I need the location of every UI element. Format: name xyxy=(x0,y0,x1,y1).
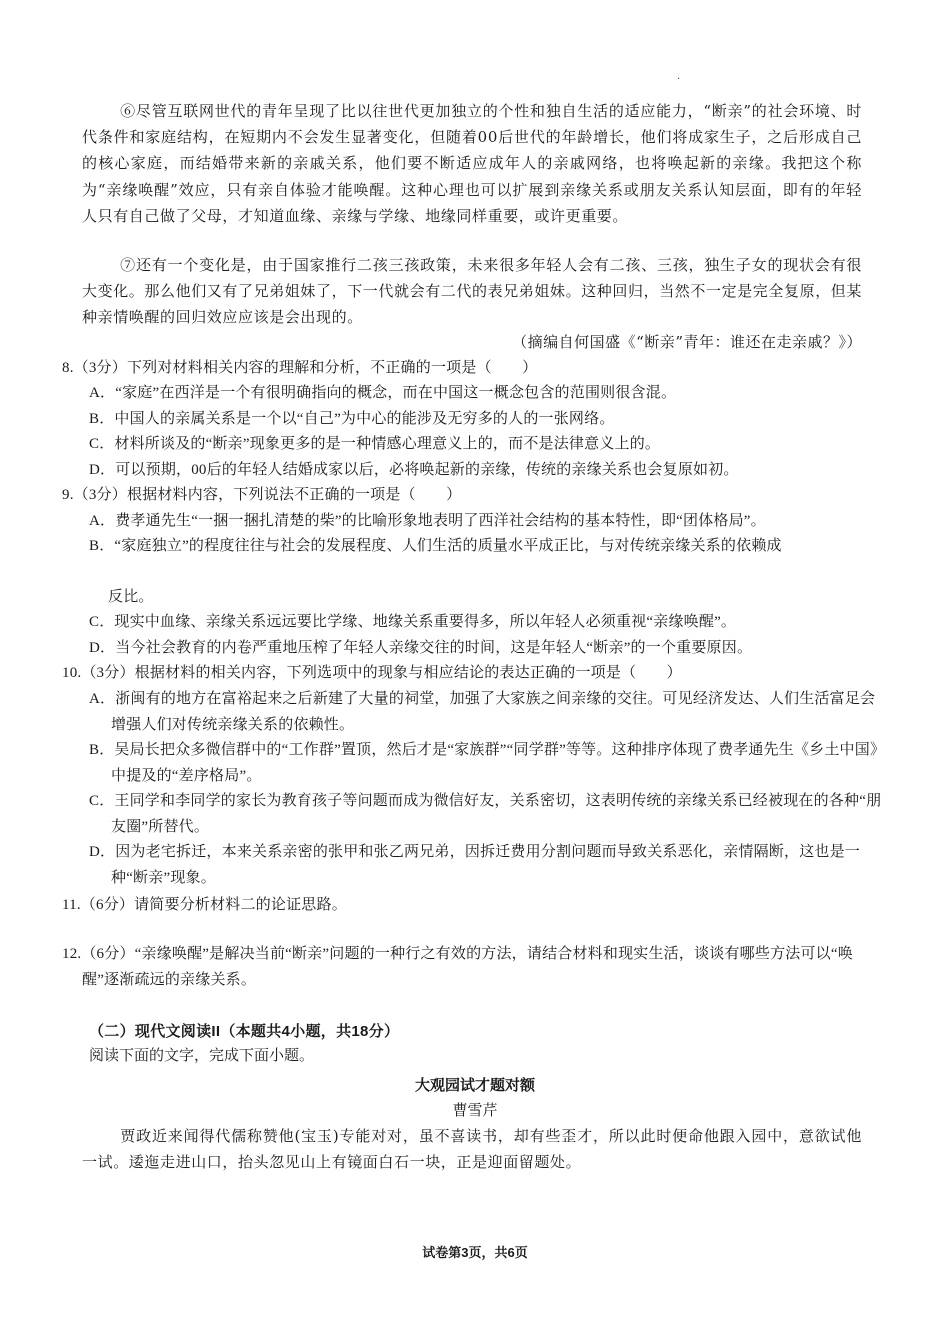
reading-paragraph-1-text: 贾政近来闻得代儒称赞他(宝玉)专能对对，虽不喜读书，却有些歪才，所以此时便命他跟入园中，意欲试他一试。逶迤走进山口，抬头忽见山上有镜面白石一块，正是迎面留题处。 xyxy=(82,1127,862,1172)
question-9-option-d: D．当今社会教育的内卷严重地压榨了年轻人亲缘交往的时间，这是年轻人“断亲”的一个重要原因。 xyxy=(89,640,753,656)
reading-author: 曹雪芹 xyxy=(452,1101,498,1119)
question-10-option-c: C．王同学和李同学的家长为教育孩子等问题而成为微信好友，关系密切，这表明传统的亲缘关系已经被现在的各种“朋友圈”所替代。 xyxy=(89,793,882,835)
question-12-stem: 12.（6分）“亲缘唤醒”是解决当前“断亲”问题的一种行之有效的方法，请结合材料和现实生活，谈谈有哪些方法可以“唤醒”逐渐疏远的亲缘关系。 xyxy=(62,946,853,988)
passage-paragraph-7-text: ⑦还有一个变化是，由于国家推行二孩三孩政策，未来很多年轻人会有二孩、三孩，独生子女的现状会有很大变化。那么他们又有了兄弟姐妹了，下一代就会有二代的表兄弟姐妹。这种回归，当然不一定是完全复原，但某种亲情唤醒的回归效应应该是会出现的。 xyxy=(82,256,863,327)
question-8-option-d: D．可以预期，00后的年轻人结婚成家以后，必将唤起新的亲缘，传统的亲缘关系也会复原如初。 xyxy=(89,462,739,478)
question-9-option-b: B．“家庭独立”的程度往往与社会的发展程度、人们生活的质量水平成正比，与对传统亲缘关系的依赖成 xyxy=(89,538,782,554)
passage-paragraph-6-text: ⑥尽管互联网世代的青年呈现了比以往世代更加独立的个性和独自生活的适应能力，“断亲”的社会环境、时代条件和家庭结构，在短期内不会发生显著变化，但随着00后世代的年龄增长，他们将成家生子，之后形成自己的核心家庭，而结婚带来新的亲戚关系，他们要不断适应成年人的亲戚网络，也将唤起新的亲缘。我把这个称为“亲缘唤醒”效应，只有亲自体验才能唤醒。这种心理也可以扩展到亲缘关系或朋友关系认知层面，即有的年轻人只有自己做了父母，才知道血缘、亲缘与学缘、地缘同样重要，或许更重要。 xyxy=(82,102,862,225)
question-11-stem: 11.（6分）请简要分析材料二的论证思路。 xyxy=(62,897,347,913)
question-9-option-b-cont: 反比。 xyxy=(108,589,154,605)
question-10-option-b: B．吴局长把众多微信群中的“工作群”置顶，然后才是“家族群”“同学群”等等。这种排序体现了费孝通先生《乡土中国》中提及的“差序格局”。 xyxy=(89,742,878,784)
question-9-option-a: A．费孝通先生“一捆一捆扎清楚的柴”的比喻形象地表明了西洋社会结构的基本特性，即“团体格局”。 xyxy=(89,513,766,529)
reading-title: 大观园试才题对额 xyxy=(414,1077,535,1094)
question-9-stem: 9.（3分）根据材料内容，下列说法不正确的一项是（ ） xyxy=(62,487,462,503)
scan-dot: · xyxy=(677,74,681,85)
question-9-option-c: C．现实中血缘、亲缘关系远远要比学缘、地缘关系重要得多，所以年轻人必须重视“亲缘唤醒”。 xyxy=(89,614,737,630)
question-8-stem: 8.（3分）下列对材料相关内容的理解和分析，不正确的一项是（ ） xyxy=(62,360,538,376)
question-10-option-d: D．因为老宅拆迁，本来关系亲密的张甲和张乙两兄弟，因拆迁费用分割问题而导致关系恶化，亲情隔断，这也是一种“断亲”现象。 xyxy=(89,844,861,886)
question-8-option-a: A．“家庭”在西洋是一个有很明确指向的概念，而在中国这一概念包含的范围则很含混。 xyxy=(89,385,677,401)
reading-paragraph-1 xyxy=(82,1123,862,1175)
page-footer: 试卷第3页，共6页 xyxy=(422,1245,528,1260)
question-8-option-c: C．材料所谈及的“断亲”现象更多的是一种情感心理意义上的，而不是法律意义上的。 xyxy=(89,436,661,452)
section-heading: （二）现代文阅读II（本题共4小题，共18分） xyxy=(89,1023,400,1040)
passage-paragraph-6 xyxy=(82,98,862,229)
question-8-option-b: B．中国人的亲属关系是一个以“自己”为中心的能涉及无穷多的人的一张网络。 xyxy=(89,411,615,427)
section-instruction: 阅读下面的文字，完成下面小题。 xyxy=(89,1048,315,1064)
question-10-stem: 10.（3分）根据材料的相关内容，下列选项中的现象与相应结论的表达正确的一项是（ ） xyxy=(62,665,682,681)
question-10-option-a: A．浙闽有的地方在富裕起来之后新建了大量的祠堂，加强了大家族之间亲缘的交往。可见经济发达、人们生活富足会增强人们对传统亲缘关系的依赖性。 xyxy=(89,691,876,733)
passage-source: （摘编自何国盛《“断亲”青年：谁还在走亲戚？》） xyxy=(512,333,862,351)
passage-paragraph-7 xyxy=(82,252,862,331)
